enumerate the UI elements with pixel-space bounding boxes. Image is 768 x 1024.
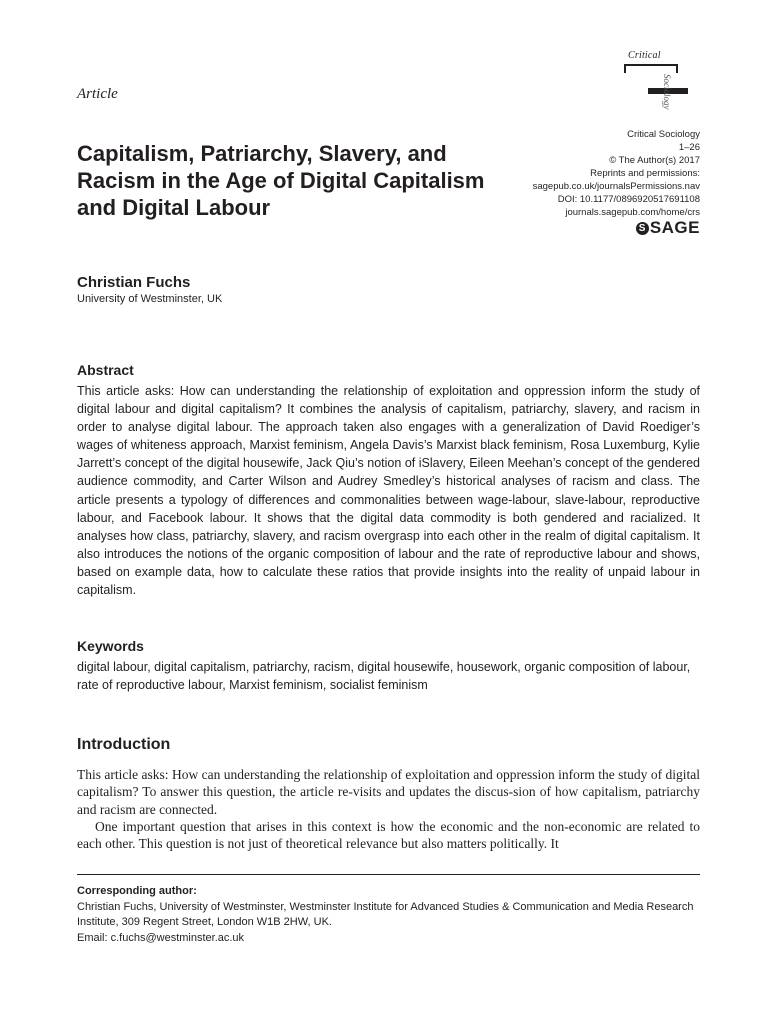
reprints-label: Reprints and permissions: — [590, 168, 700, 179]
introduction-paragraph-1: This article asks: How can understanding the relationship of exploitation and oppression inform the study of digital capitalism? To answer this question, the article re-visits and updates the discus-sion of how capitalism, patriarchy and racism are connected. — [77, 767, 700, 817]
sage-wordmark: SAGE — [649, 218, 700, 237]
logo-bracket-left — [624, 64, 626, 73]
author-name: Christian Fuchs — [77, 274, 191, 291]
keywords-text: digital labour, digital capitalism, patriarchy, racism, digital housewife, housework, organic composition of labour, rate of reproductive labour, Marxist feminism, socialist feminism — [77, 660, 691, 692]
article-type-label: Article — [77, 86, 118, 102]
sage-logo — [636, 218, 700, 238]
logo-bracket-right — [676, 64, 678, 73]
introduction-paragraph-2: One important question that arises in this context is how the economic and the non-economic are related to each other. This question is not just of theoretical relevance but also matters politically. It — [77, 818, 700, 852]
corresponding-author-address: Christian Fuchs, University of Westminster, Westminster Institute for Advanced Studies & Communication and Media Research Institute, 309 Regent Street, London W1B 2HW, UK. — [77, 900, 694, 928]
journal-name: Critical Sociology — [627, 129, 700, 140]
doi[interactable]: DOI: 10.1177/0896920517691108 — [557, 194, 700, 205]
corresponding-author-block — [77, 884, 700, 946]
journal-link[interactable]: journals.sagepub.com/home/crs — [565, 207, 700, 218]
corresponding-author-heading: Corresponding author: — [77, 885, 197, 897]
logo-sociology-text: Sociology — [662, 74, 672, 110]
keywords-heading: Keywords — [77, 638, 144, 654]
author-affiliation: University of Westminster, UK — [77, 293, 223, 305]
article-title: Capitalism, Patriarchy, Slavery, and Racism in the Age of Digital Capitalism and Digital Labour — [77, 141, 485, 220]
permissions-link[interactable]: sagepub.co.uk/journalsPermissions.nav — [532, 181, 700, 192]
introduction-heading: Introduction — [77, 736, 171, 753]
copyright: © The Author(s) 2017 — [609, 155, 700, 166]
publication-metadata — [440, 128, 700, 219]
footnote-divider — [77, 874, 700, 875]
logo-critical-text: Critical — [628, 50, 661, 61]
journal-logo — [622, 48, 702, 110]
corresponding-author-email[interactable]: Email: c.fuchs@westminster.ac.uk — [77, 931, 245, 944]
abstract-heading: Abstract — [77, 362, 134, 378]
abstract-text: This article asks: How can understanding the relationship of exploitation and oppression inform the study of digital labour and digital capitalism? It combines the analysis of capitalism, patriarchy, slavery, and racism in order to analyse digital labour. The approach taken also engages with a generalization of David Roediger’s wages of whiteness approach, Marxist feminism, Angela Davis’s Marxist black feminism, Rosa Luxemburg, Kylie Jarrett’s concept of the digital housewife, Jack Qiu’s notion of iSlavery, Eileen Meehan’s concept of the gendered audience commodity, and Carter Wilson and Audrey Smedley’s historical analyses of racism and class. The article presents a typology of differences and commonalities between wage-labour, slave-labour, reproductive labour, and Facebook labour. It shows that the digital data commodity is both gendered and racialized. It analyses how class, patriarchy, slavery, and racism overgrasp into each other in the realm of digital capitalism. It also introduces the notions of the organic composition of labour and the rate of reproductive labour and shows, based on example data, how to calculate these ratios that provide insights into the reality of unpaid labour in capitalism. — [77, 384, 700, 598]
logo-bracket-top — [624, 64, 678, 66]
sage-mark-icon: S — [636, 222, 649, 235]
page-range: 1–26 — [678, 142, 700, 153]
introduction-body — [77, 766, 700, 852]
